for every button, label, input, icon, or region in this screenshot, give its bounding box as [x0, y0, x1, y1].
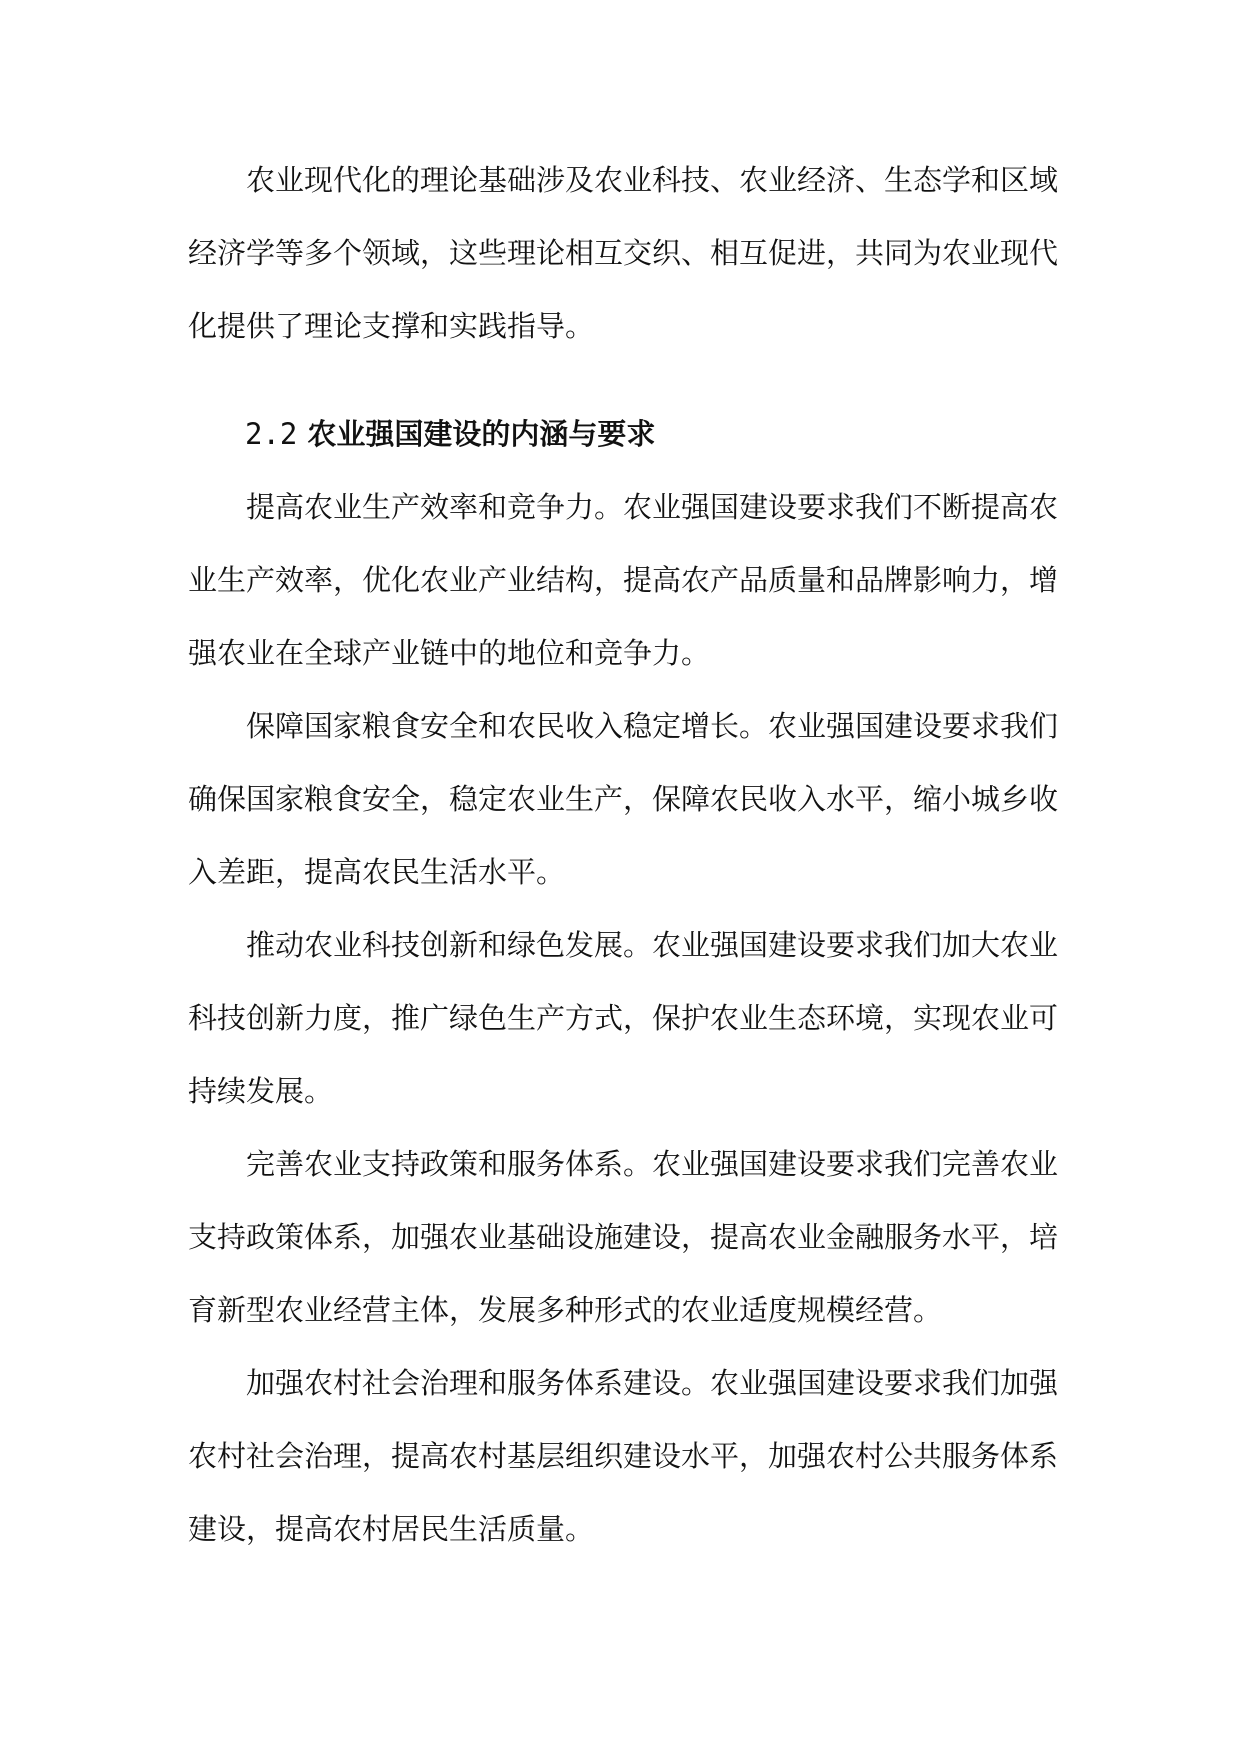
body-paragraph-4: 完善农业支持政策和服务体系。农业强国建设要求我们完善农业支持政策体系，加强农业基础设施建设，提高农业金融服务水平，培育新型农业经营主体，发展多种形式的农业适度规模经营。 — [188, 1147, 1059, 1327]
body-paragraph-5: 加强农村社会治理和服务体系建设。农业强国建设要求我们加强农村社会治理，提高农村基层组织建设水平，加强农村公共服务体系建设，提高农村居民生活质量。 — [188, 1366, 1059, 1546]
document-body — [188, 144, 1058, 1566]
body-paragraph-1: 提高农业生产效率和竞争力。农业强国建设要求我们不断提高农业生产效率，优化农业产业结构，提高农产品质量和品牌影响力，增强农业在全球产业链中的地位和竞争力。 — [188, 490, 1059, 670]
body-paragraph-2: 保障国家粮食安全和农民收入稳定增长。农业强国建设要求我们确保国家粮食安全，稳定农业生产，保障农民收入水平，缩小城乡收入差距，提高农民生活水平。 — [188, 709, 1059, 889]
section-title: 农业强国建设的内涵与要求 — [307, 417, 656, 451]
section-number: 2.2 — [245, 417, 298, 451]
intro-paragraph: 农业现代化的理论基础涉及农业科技、农业经济、生态学和区域经济学等多个领域，这些理论相互交织、相互促进，共同为农业现代化提供了理论支撑和实践指导。 — [188, 163, 1059, 343]
section-heading — [188, 398, 1058, 471]
body-paragraph-3: 推动农业科技创新和绿色发展。农业强国建设要求我们加大农业科技创新力度，推广绿色生产方式，保护农业生态环境，实现农业可持续发展。 — [188, 928, 1059, 1108]
